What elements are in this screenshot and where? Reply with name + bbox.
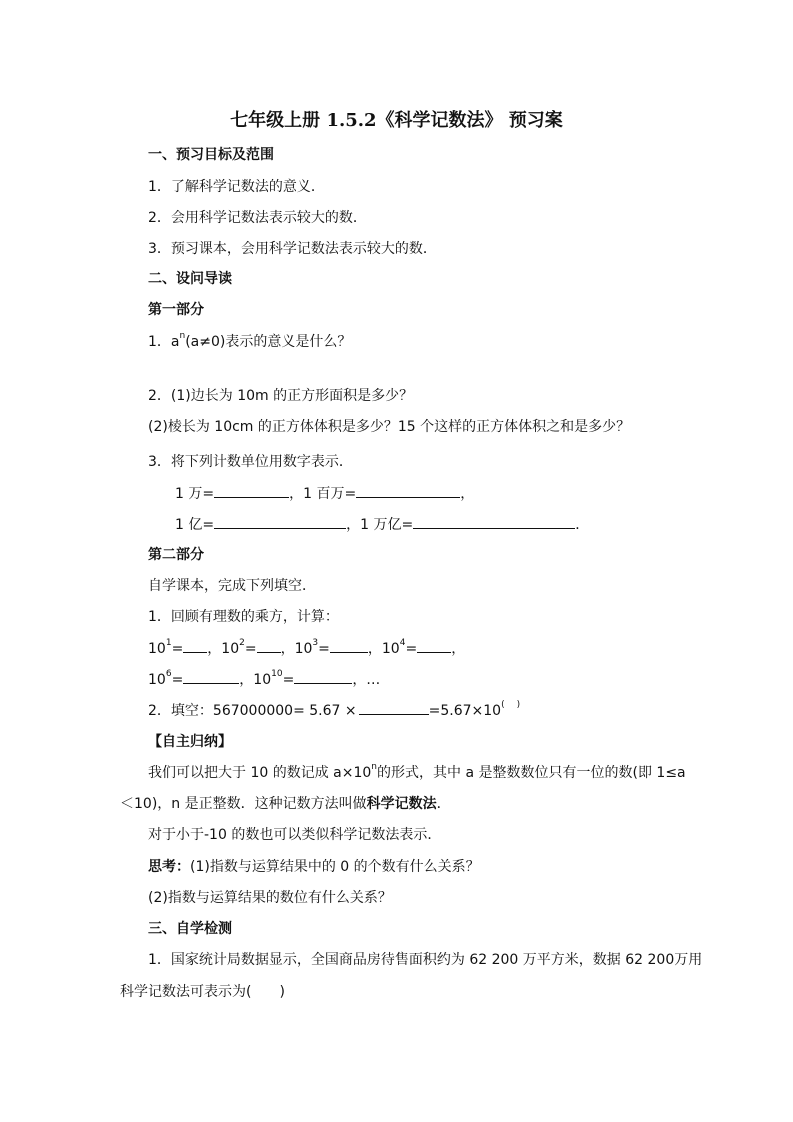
powers-row-1: $10^1=$ ，$10^2=$ ，$10^3=$ ，$10^4=$ ， bbox=[148, 638, 466, 657]
think-question-2: (2)指数与运算结果的数位有什么关系？ bbox=[148, 890, 392, 906]
summary-heading: 【自主归纳】 bbox=[148, 734, 232, 750]
powers-row-2: $10^6=$ ，$10^{10}=$ ，… bbox=[148, 669, 381, 688]
section-heading-self-check: 三、自学检测 bbox=[148, 921, 232, 937]
summary-paragraph-line1: 我们可以把大于 10 的数记成 $a\times 10^n$的形式，其中 a 是整数数位只有一位的数(即 1≤a bbox=[148, 762, 686, 781]
part2-heading: 第二部分 bbox=[148, 547, 204, 563]
exponent-blank[interactable]: ( ) bbox=[501, 700, 521, 711]
goal-item-2: 2．会用科学记数法表示较大的数． bbox=[148, 210, 367, 226]
blank-567000000[interactable] bbox=[359, 700, 429, 715]
blank-10-pow-6[interactable] bbox=[183, 669, 239, 684]
summary-paragraph-line2: ＜10)，n 是正整数．这种记数方法叫做科学记数法． bbox=[120, 796, 451, 812]
part2-question-2: 2．填空：567000000= 5.67 × =5.67×10( ) bbox=[148, 700, 521, 719]
part1-question-3: 3．将下列计数单位用数字表示． bbox=[148, 454, 353, 470]
think-label: 思考： bbox=[148, 859, 190, 875]
blank-wanyi[interactable] bbox=[413, 514, 575, 529]
blank-10-pow-10[interactable] bbox=[294, 669, 352, 684]
part1-heading: 第一部分 bbox=[148, 302, 204, 318]
unit-conversion-row-2: 1 亿= ，1 万亿= ． bbox=[175, 514, 589, 535]
self-check-question-1-line2: 科学记数法可表示为( ) bbox=[120, 984, 285, 1000]
blank-wan[interactable] bbox=[214, 483, 289, 498]
self-check-question-1-line1: 1．国家统计局数据显示，全国商品房待售面积约为 62 200 万平方米，数据 62 200万用 bbox=[148, 952, 703, 968]
blank-baiwan[interactable] bbox=[356, 483, 460, 498]
blank-10-pow-4[interactable] bbox=[417, 638, 451, 653]
part1-question-1: 1．$a^n(a\ne 0)$表示的意义是什么？ bbox=[148, 331, 352, 350]
goal-item-1: 1．了解科学记数法的意义． bbox=[148, 179, 325, 195]
part1-question-2-line1: 2．(1)边长为 10m 的正方形面积是多少？ bbox=[148, 388, 414, 404]
blank-10-pow-1[interactable] bbox=[183, 638, 207, 653]
term-scientific-notation: 科学记数法 bbox=[366, 796, 437, 812]
blank-10-pow-3[interactable] bbox=[330, 638, 368, 653]
summary-paragraph-line3: 对于小于-10 的数也可以类似科学记数法表示． bbox=[148, 827, 442, 843]
part1-question-2-line2: (2)棱长为 10cm 的正方体体积是多少？15 个这样的正方体体积之和是多少？ bbox=[148, 419, 631, 435]
part2-question-1: 1．回顾有理数的乘方，计算： bbox=[148, 609, 339, 625]
blank-10-pow-2[interactable] bbox=[257, 638, 281, 653]
document-title: 七年级上册 1.5.2《科学记数法》 预习案 bbox=[230, 110, 563, 131]
section-heading-goals: 一、预习目标及范围 bbox=[148, 147, 274, 163]
section-heading-guide: 二、设问导读 bbox=[148, 271, 232, 287]
part2-intro: 自学课本，完成下列填空． bbox=[148, 578, 316, 594]
blank-yi[interactable] bbox=[214, 514, 346, 529]
unit-conversion-row-1: 1 万= ，1 百万= ， bbox=[175, 483, 474, 504]
think-question-1: 思考：(1)指数与运算结果中的 0 的个数有什么关系？ bbox=[148, 859, 480, 875]
goal-item-3: 3．预习课本，会用科学记数法表示较大的数． bbox=[148, 241, 437, 257]
